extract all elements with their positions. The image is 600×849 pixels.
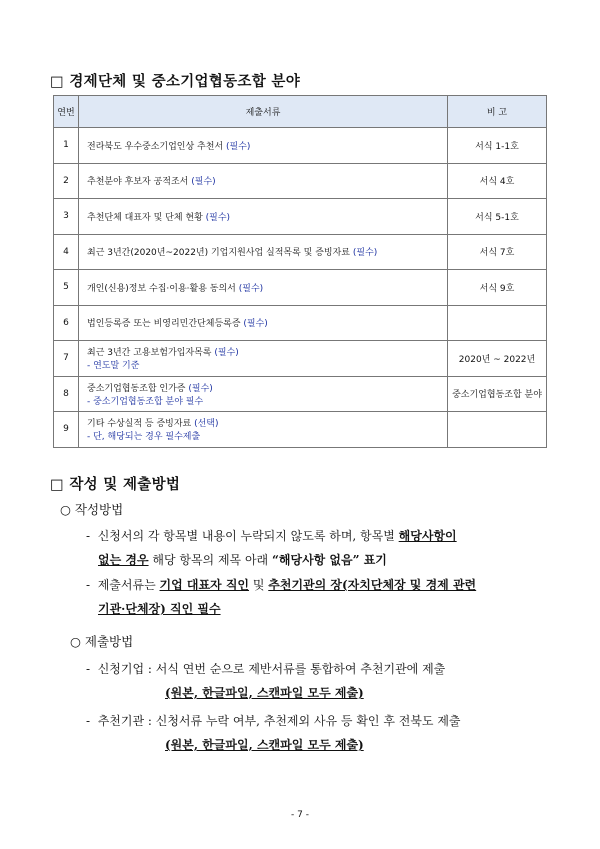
write-bullet-2-line-2: 기관·단체장) 직인 필수 <box>98 602 221 616</box>
document-text: 기타 수상실적 등 증빙자료 <box>87 419 192 430</box>
document-name <box>79 376 448 412</box>
document-text: 추천단체 대표자 및 단체 현황 <box>87 212 203 223</box>
table-row <box>54 234 547 270</box>
submit-bullet-2-line-1: - 추천기관 : 신청서류 누락 여부, 추천제외 사유 등 확인 후 전북도 제출 <box>86 714 461 728</box>
row-number: 2 <box>54 163 79 199</box>
form-note <box>448 305 547 341</box>
table-row <box>54 412 547 448</box>
row-number: 3 <box>54 199 79 235</box>
requirement-tag: (필수) <box>205 212 231 223</box>
document-name <box>79 163 448 199</box>
table-header-row <box>54 96 547 128</box>
table-row <box>54 341 547 377</box>
col-header-note: 비 고 <box>448 96 547 128</box>
row-number: 5 <box>54 270 79 306</box>
requirement-tag: (필수) <box>352 248 378 259</box>
row-number: 6 <box>54 305 79 341</box>
row-number: 4 <box>54 234 79 270</box>
form-note: 서식 7호 <box>448 234 547 270</box>
col-header-documents: 제출서류 <box>79 96 448 128</box>
write-bullet-2-line-1: - 제출서류는 기업 대표자 직인 및 추천기관의 장(자치단체장 및 경제 관련 <box>86 578 477 592</box>
document-text: 중소기업협동조합 인가증 <box>87 383 186 394</box>
document-name <box>79 305 448 341</box>
document-name <box>79 341 448 377</box>
document-name <box>79 412 448 448</box>
row-number: 1 <box>54 128 79 164</box>
documents-table <box>53 95 547 448</box>
table-row <box>54 199 547 235</box>
form-note: 서식 4호 <box>448 163 547 199</box>
form-note: 2020년 ~ 2022년 <box>448 341 547 377</box>
requirement-tag: (필수) <box>191 177 216 188</box>
form-note <box>448 412 547 448</box>
document-text: 개인(신용)정보 수집·이용·활용 동의서 <box>87 283 236 294</box>
document-name <box>79 234 448 270</box>
document-name <box>79 199 448 235</box>
page-number: - 7 - <box>291 810 309 820</box>
submit-bullet-2-line-2: (원본, 한글파일, 스캔파일 모두 제출) <box>165 738 364 752</box>
table-row <box>54 128 547 164</box>
form-note: 서식 9호 <box>448 270 547 306</box>
requirement-tag: (필수) <box>243 319 268 330</box>
section-title-associations: □ 경제단체 및 중소기업협동조합 분야 <box>50 74 300 90</box>
table-row <box>54 270 547 306</box>
table-row <box>54 305 547 341</box>
document-text: 추천분야 후보자 공적조서 <box>87 177 189 188</box>
row-number: 7 <box>54 341 79 377</box>
document-text: 최근 3년간(2020년~2022년) 기업지원사업 실적목록 및 증빙자료 <box>87 248 350 259</box>
requirement-tag: (필수) <box>226 141 251 152</box>
submit-method-heading: ○ 제출방법 <box>70 634 134 649</box>
submit-bullet-1-line-1: - 신청기업 : 서식 연번 순으로 제반서류를 통합하여 추천기관에 제출 <box>86 662 446 676</box>
document-text: 전라북도 우수중소기업인상 추천서 <box>87 141 224 152</box>
write-method-heading: ○ 작성방법 <box>60 502 124 517</box>
submit-bullet-1-line-2: (원본, 한글파일, 스캔파일 모두 제출) <box>165 686 364 700</box>
document-name <box>79 128 448 164</box>
form-note: 서식 1-1호 <box>448 128 547 164</box>
row-number: 8 <box>54 376 79 412</box>
write-bullet-1-line-1: - 신청서의 각 항목별 내용이 누락되지 않도록 하며, 항목별 해당사항이 <box>86 529 457 543</box>
document-name <box>79 270 448 306</box>
document-text: 최근 3년간 고용보험가입자목록 <box>87 348 212 359</box>
document-text: 법인등록증 또는 비영리민간단체등록증 <box>87 319 241 330</box>
document-subnote: - 중소기업협동조합 분야 필수 <box>87 396 204 407</box>
col-header-no: 연번 <box>54 96 79 128</box>
form-note: 중소기업협동조합 분야 <box>448 376 547 412</box>
write-bullet-1-line-2: 없는 경우 해당 항목의 제목 아래 “해당사항 없음” 표기 <box>98 553 387 567</box>
requirement-tag: (필수) <box>188 383 213 394</box>
row-number: 9 <box>54 412 79 448</box>
section-title-method: □ 작성 및 제출방법 <box>50 477 181 493</box>
requirement-tag: (선택) <box>194 419 219 430</box>
document-subnote: - 단, 해당되는 경우 필수제출 <box>87 432 201 443</box>
table-row <box>54 376 547 412</box>
document-subnote: - 연도말 기준 <box>87 361 140 372</box>
requirement-tag: (필수) <box>238 283 264 294</box>
requirement-tag: (필수) <box>214 348 239 359</box>
form-note: 서식 5-1호 <box>448 199 547 235</box>
table-row <box>54 163 547 199</box>
